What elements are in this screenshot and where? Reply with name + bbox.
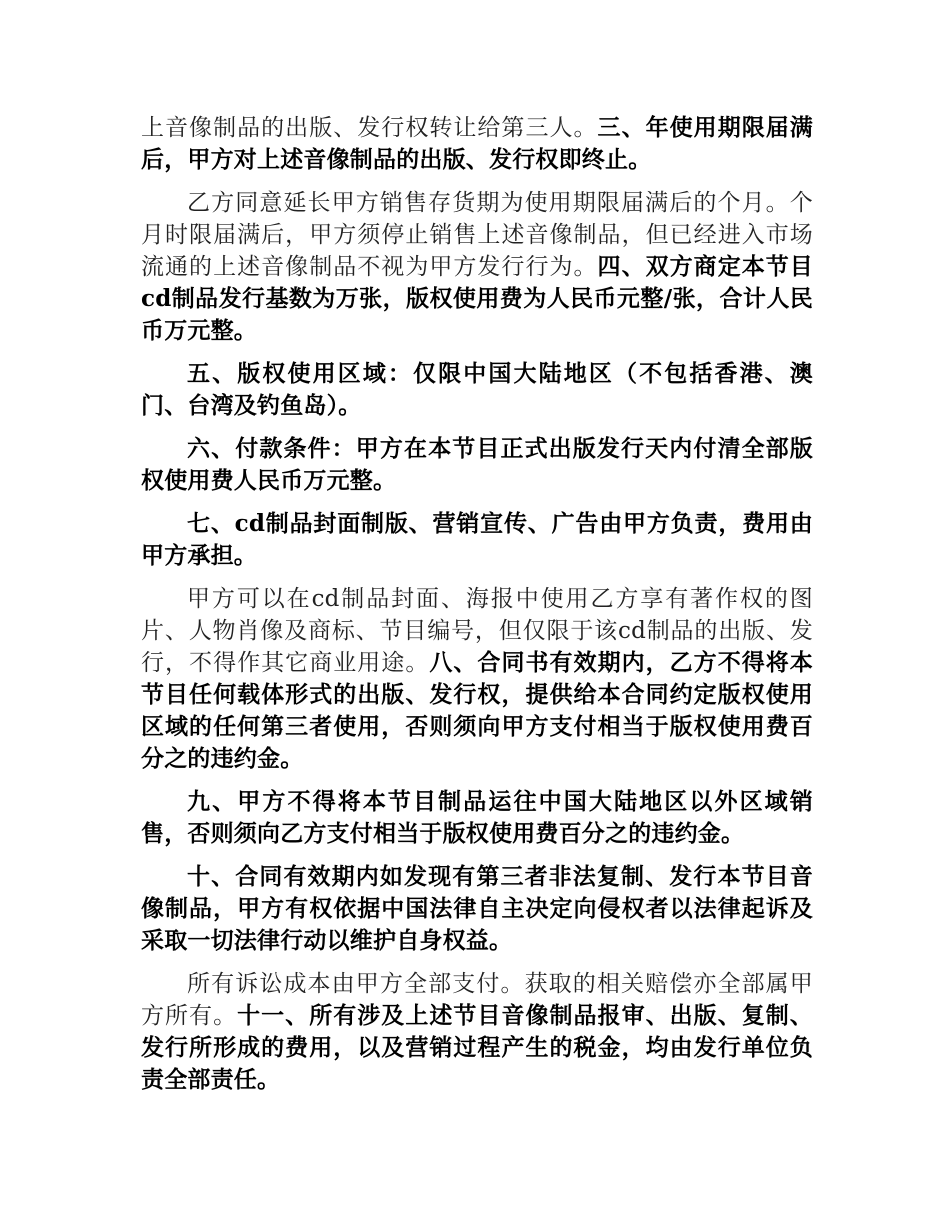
litigation-cost-text: 所有诉讼成本由甲方全部支付。获取的相关赔偿亦全部属甲方所有。 bbox=[141, 971, 813, 1029]
paragraph-clause-4 bbox=[141, 187, 813, 347]
clause-7-text: 七、cd制品封面制版、营销宣传、广告由甲方负责，费用由甲方承担。 bbox=[141, 510, 813, 569]
clause-5-text: 五、版权使用区域：仅限中国大陆地区（不包括香港、澳门、台湾及钓鱼岛）。 bbox=[141, 360, 813, 419]
cover-usage-text: 甲方可以在cd制品封面、海报中使用乙方享有著作权的图片、人物肖像及商标、节目编号，但仅限于该cd制品的出版、发行，不得作其它商业用途。 bbox=[141, 586, 813, 676]
clause-4-text: 四、双方商定本节目cd制品发行基数为万张，版权使用费为人民币元整/张，合计人民币万元整。 bbox=[141, 253, 813, 344]
paragraph-clause-6 bbox=[141, 433, 813, 497]
clause-6-text: 六、付款条件：甲方在本节目正式出版发行天内付清全部版权使用费人民币万元整。 bbox=[141, 435, 813, 494]
stock-extension-text: 乙方同意延长甲方销售存货期为使用期限届满后的个月。个月时限届满后，甲方须停止销售上述音像制品，但已经进入市场流通的上述音像制品不视为甲方发行行为。 bbox=[141, 190, 813, 280]
paragraph-clause-11 bbox=[141, 968, 813, 1096]
paragraph-clause-10 bbox=[141, 861, 813, 957]
paragraph-clause-8 bbox=[141, 583, 813, 775]
clause-3-text: 三、年使用期限届满后，甲方对上述音像制品的出版、发行权即终止。 bbox=[141, 114, 813, 173]
clause-9-text: 九、甲方不得将本节目制品运往中国大陆地区以外区域销售，否则须向乙方支付相当于版权使用费百分之的违约金。 bbox=[141, 788, 813, 847]
document-page bbox=[141, 112, 813, 1107]
clause-10-text: 十、合同有效期内如发现有第三者非法复制、发行本节目音像制品，甲方有权依据中国法律自主决定向侵权者以法律起诉及采取一切法律行动以维护自身权益。 bbox=[141, 863, 813, 954]
clause-11-text: 十一、所有涉及上述节目音像制品报审、出版、复制、发行所形成的费用，以及营销过程产生的税金，均由发行单位负责全部责任。 bbox=[141, 1002, 813, 1093]
clause-8-text: 八、合同书有效期内，乙方不得将本节目任何载体形式的出版、发行权，提供给本合同约定版权使用区域的任何第三者使用，否则须向甲方支付相当于版权使用费百分之的违约金。 bbox=[141, 649, 813, 772]
paragraph-clause-9 bbox=[141, 786, 813, 850]
paragraph-clause-3 bbox=[141, 112, 813, 176]
clause-2-tail-text: 上音像制品的出版、发行权转让给第三人。 bbox=[141, 115, 598, 141]
paragraph-clause-5 bbox=[141, 358, 813, 422]
paragraph-clause-7 bbox=[141, 508, 813, 572]
